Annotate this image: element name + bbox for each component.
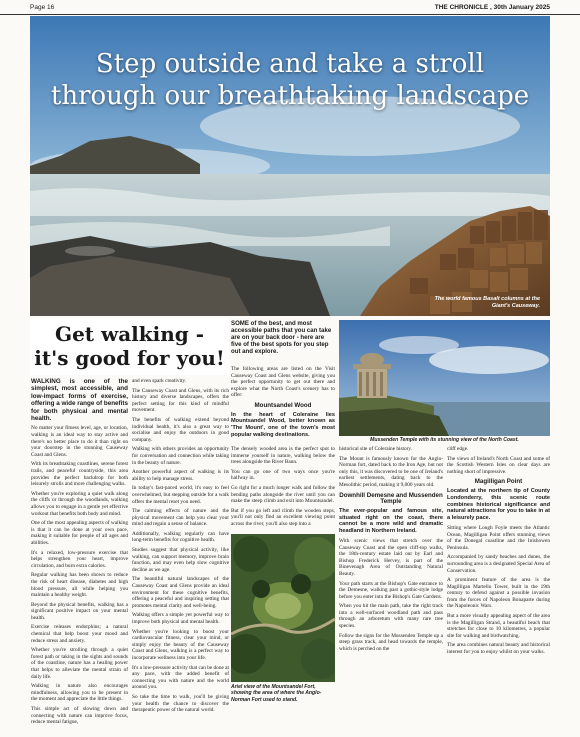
paragraph: No matter your fitness level, age, or location, walking is an ideal way to stay active and there's no better place to do it than right on your doorstep in the stunning Causeway Coast and Glens. [31,425,128,458]
paragraph: The beautiful natural landscapes of the Causeway Coast and Glens provide an ideal environment for these cognitive benefits, offering a peaceful and inspiring setting that promotes mental clarity and well-being. [132,576,229,609]
paragraph: The densely wooded area is the perfect spot to immerse yourself in nature, walking below the trees alongside the River Bann. [231,446,335,466]
paragraph: The area combines natural beauty and historical interest for you to enjoy whilst on your walks. [447,642,550,656]
paragraph: It's a low-pressure activity that can be done at any pace, with the added benefit of connecting you with nature and the world around you. [132,664,229,691]
page-number: Page 16 [30,4,55,11]
paragraph: Walking with others provides an opportunity for conversation and connection while taking in the beauty of nature. [132,446,229,466]
magilligan-lead: Located at the northern tip of County Londonderry, this scenic route combines historical significance and natural attractions for you to take in at a leisurely pace. [447,487,550,522]
paragraph: It's a relaxed, low-pressure exercise that helps strengthen your heart, improve circulation, and burn extra calories. [31,549,128,569]
paragraph: The views of Ireland's North Coast and some of the Scottish Western Isles on clear days are nothing short of impressive. [447,455,550,475]
paragraph: But if you go left and climb the wooden steps, you'll not only find an excellent viewing point across the river, you'll also step into a [231,507,335,527]
mussenden-caption: Mussenden Temple with its stunning view of the North Coast. [370,437,519,443]
paragraph: The calming effects of nature and the physical movement can help you clear your mind and regain a sense of balance. [132,508,229,528]
paragraph: Regular walking has been shown to reduce the risk of heart disease, diabetes and high blood pressure, all while helping you maintain a healthy weight. [31,572,128,599]
paragraph: Follow the signs for the Mussenden Temple up a steep grass track, and head towards the temple, which is perched on the [339,632,443,652]
sidebar-column-1 [31,378,128,729]
article-column-3b [231,446,335,531]
sidebar-headline [30,318,229,370]
paragraph: You can go one of two ways once you're halfway in. [231,468,335,482]
paragraph: The following areas are listed on the Visit Causeway Coast and Glens website, giving you the perfect opportunity to get out there and explore what the North Coast's scenery has to offer: [231,366,335,399]
sidebar-column-2 [132,378,229,717]
page-header [0,0,580,15]
paragraph: The Mount is famously known for the Anglo-Norman fort, dated back to the Iron Age, but not only this, it was discovered to be one of Ireland's earliest settlements, dating back to the Mesolithic period, making it 9,000 years old. [339,455,443,488]
publication-dateline: THE CHRONICLE , 30th January 2025 [434,4,550,11]
sidebar-headline-line-2: it's good for you! [34,346,225,370]
mussenden-photo [339,320,550,436]
hero-caption: The world famous Basalt columns at the Giant's Causeway. [434,296,540,309]
aerial-caption: Ariel view of the Mountsandel Fort, showing the area of where the Anglo-Norman Fort used to stand. [231,684,322,703]
paragraph: Another powerful aspect of walking is its ability to help manage stress. [132,469,229,482]
subheading-magilligan: Magilligan Point [474,478,523,486]
paragraph: cliff edge. [447,446,469,452]
sidebar-headline-line-1: Get walking - [54,322,205,346]
paragraph: A prominent feature of the area is the Magilligan Martello Tower, built in the 19th century to defend against a possible invasion from the forces of Napoleon Bonaparte during the Napoleonic Wars. [447,577,550,610]
paragraph: With its breathtaking coastlines, serene forest trails, and peaceful countryside, this area provides the perfect backdrop for both leisurely strolls and more challenging walks. [31,461,128,488]
downhill-lead: The ever-popular and famous site, situated right on the coast, there cannot be a more wild and dramatic headland in Northern Ireland. [339,507,443,535]
article-lead: SOME of the best, and most accessible paths that you can take are on your back door - here are five of the best spots for you step out and explore. [231,320,332,356]
paragraph: When you hit the main path, take the right track into a well-surfaced woodland path and pass through an arboretum with many rare tree species. [339,603,443,630]
paragraph: With scenic views that stretch over the Causeway Coast and the open cliff-top walks, the 18th-century estate laid out by Earl and Bishop Frederick Hervey, is part of the Binevenagh Area of Outstanding Natural Beauty. [339,537,443,577]
paragraph: Exercise releases endorphins; a natural chemical that help boost your mood and reduce stress and anxiety. [31,624,128,644]
headline-line-1: Step outside and take a stroll [95,49,485,79]
paragraph: historical site of Coleraine history. [339,446,413,452]
mountsandel-aerial-photo [231,534,335,682]
sidebar-headline-block [30,318,229,375]
paragraph: Go right for a much longer walk and follow the bending paths alongside the river until you can make the steep climb and exit into Mountsandel. [231,484,335,505]
paragraph: Walking offers a simple yet powerful way to improve both physical and mental health. [132,612,229,625]
paragraph: One of the most appealing aspects of walking is that it can be done at your own pace, making it suitable for people of all ages and abilities. [31,520,128,546]
paragraph: Additionally, walking regularly can have long-term benefits for cognitive health. [132,530,229,544]
article-column-4 [339,446,443,655]
paragraph: Whether you're looking to boost your cardiovascular fitness, clear your mind, or simply enjoy the beauty of the Causeway Coast and Glens, walking is a perfect way to incorporate wellness into your life. [132,628,229,661]
paragraph: So take the time to walk, you'll be giving your health the chance to discover the therapeutic power of the natural world. [132,693,229,714]
paragraph: But a more visually appealing aspect of the area is the Magilligan Strand, a beautiful beach that stretches for close to 10 kilometres, a popular site for walking and birdwatching. [447,613,550,639]
paragraph: Whether you're strolling through a quiet forest path or taking in the sights and sounds of the coastline, nature has a healing power that helps to alleviate the mental strain of daily life. [31,647,128,680]
hero-photo [30,16,550,316]
paragraph: Studies suggest that physical activity, like walking, can support memory, improve brain function, and may even help slow cognitive decline as we age. [132,547,229,573]
paragraph: The benefits of walking extend beyond individual health, it's also a great way to socialise and enjoy the outdoors in good company. [132,416,229,443]
paragraph: The Causeway Coast and Glens, with its rich history and diverse landscapes, offers the perfect setting for this kind of mindful movement. [132,387,229,414]
paragraph: Beyond the physical benefits, walking has a significant positive impact on your mental health. [31,601,128,621]
subheading-mountsandel: Mountsandel Wood [254,401,312,409]
hero-headline [30,48,550,112]
paragraph: This simple act of slowing down and connecting with nature can improve focus, reduce mental fatigue, [31,706,128,726]
paragraph: Your path starts at the Bishop's Gate entrance to the Demesne, walking past a gothic-style lodge before you enter into the Bishop's Gate Gardens. [339,580,443,600]
paragraph: Sitting where Lough Foyle meets the Atlantic Ocean, Magilligan Point offers stunning views of the Donegal coastline and the Inishowen Peninsula. [447,524,550,551]
paragraph: Whether you're exploring a quiet walk along the cliffs or through the woodlands, walking allows you to engage in a gentle yet effective workout that benefits both body and mind. [31,490,128,517]
paragraph: and even spark creativity. [132,378,187,384]
headline-line-2: through our breathtaking landscape [50,81,530,111]
paragraph: In today's fast-paced world, it's easy to feel overwhelmed, but stepping outside for a walk offers the mental reset you need. [132,485,229,505]
mountsandel-lead: In the heart of Coleraine lies Mountsandel Wood, better known as 'The Mount', one of the town's most popular walking destinations. [231,411,335,438]
sidebar-lead: WALKING is one of the simplest, most accessible, and low-impact forms of exercise, offering a wide range of benefits for both physical and mental health. [31,378,128,423]
paragraph: Accompanied by sandy beaches and dunes, the surrounding area is a designated Special Area of Conservation. [447,554,550,574]
paragraph: Walking in nature also encourages mindfulness, allowing you to be present in the moment and appreciate the little things. [31,683,128,703]
article-column-3a [231,366,335,442]
article-column-5 [447,446,550,659]
subheading-downhill: Downhill Demesne and Mussenden Temple [339,491,443,506]
